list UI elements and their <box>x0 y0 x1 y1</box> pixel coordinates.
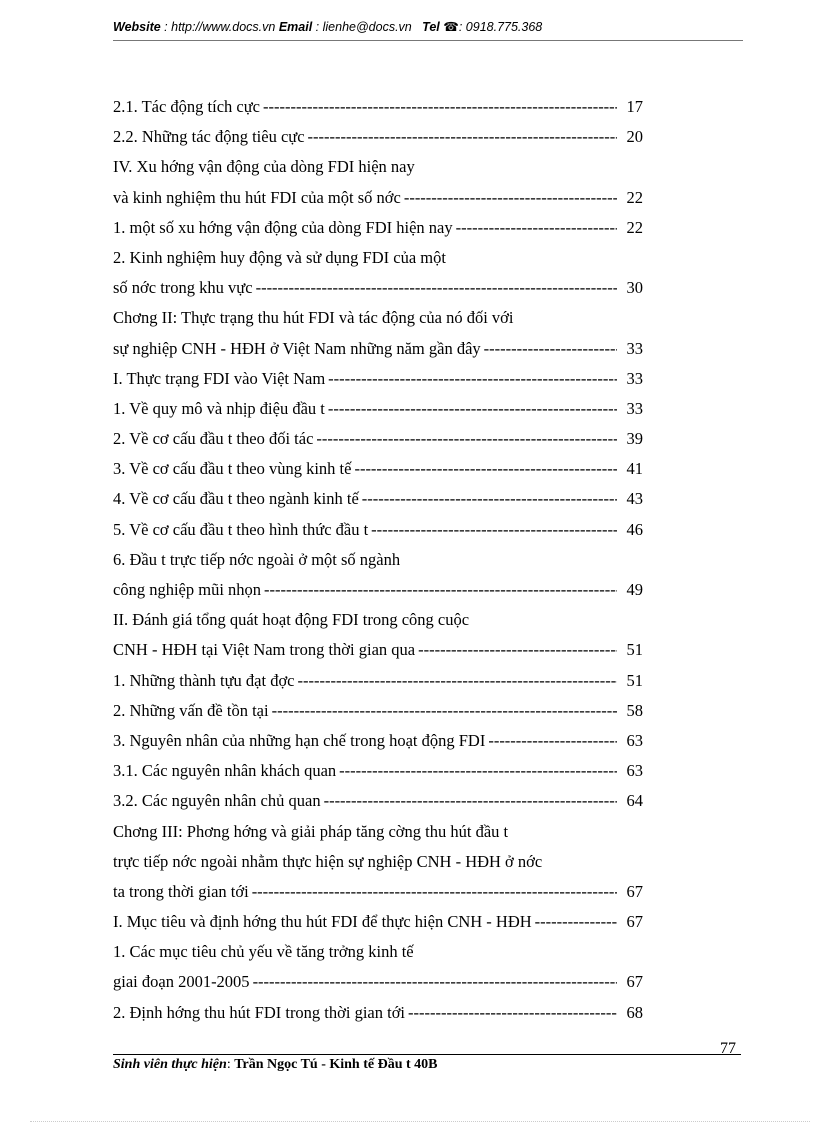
toc-entry-page: 49 <box>626 580 643 599</box>
phone-icon: ☎ <box>443 20 459 34</box>
toc-entry[interactable] <box>113 605 643 635</box>
toc-leader-dashes <box>272 696 617 726</box>
toc-leader-dashes <box>328 364 617 394</box>
toc-entry-title: 1. Về quy mô và nhịp điệu đầu t <box>113 398 325 418</box>
page-header <box>113 19 743 34</box>
author-sep: : <box>226 1057 235 1072</box>
toc-leader-dashes <box>362 484 617 514</box>
toc-entry[interactable] <box>113 424 643 454</box>
toc-entry[interactable] <box>113 273 643 303</box>
toc-entry[interactable] <box>113 303 643 333</box>
toc-entry[interactable] <box>113 183 643 213</box>
toc-entry[interactable] <box>113 394 643 424</box>
toc-entry-page: 51 <box>626 670 643 690</box>
toc-entry-page: 51 <box>626 640 643 660</box>
toc-leader-dashes <box>484 334 617 364</box>
toc-leader-dashes <box>354 454 617 484</box>
toc-entry-page: 67 <box>626 881 643 901</box>
toc-entry[interactable] <box>113 92 643 122</box>
toc-entry[interactable] <box>113 122 643 152</box>
toc-entry-page: 58 <box>626 700 643 720</box>
toc-leader-dashes <box>535 907 617 937</box>
toc-entry-page: 20 <box>626 127 643 147</box>
tel-value: : 0918.775.368 <box>458 20 543 34</box>
tel-label: Tel <box>422 20 440 34</box>
toc-entry-page: 43 <box>626 489 643 509</box>
toc-entry-page: 67 <box>626 912 643 932</box>
toc-entry-title: ta trong thời gian tới <box>113 881 249 901</box>
toc-leader-dashes <box>488 726 617 756</box>
toc-entry-page: 68 <box>626 1002 643 1022</box>
toc-entry[interactable] <box>113 454 643 484</box>
toc-entry-title: 1. một số xu hớng vận động của dòng FDI hiện nay <box>113 217 453 237</box>
toc-entry-title: 3. Nguyên nhân của những hạn chế trong hoạt động FDI <box>113 730 486 750</box>
toc-entry-title: 1. Các mục tiêu chủ yếu về tăng trởng kinh tế <box>113 942 414 962</box>
toc-entry[interactable] <box>113 213 643 243</box>
toc-entry-title: 3.2. Các nguyên nhân chủ quan <box>113 791 321 811</box>
toc-entry[interactable] <box>113 877 643 907</box>
toc-leader-dashes <box>408 998 617 1028</box>
toc-leader-dashes <box>308 122 617 152</box>
toc-entry-title: 1. Những thành tựu đạt đợc <box>113 670 295 690</box>
toc-entry[interactable] <box>113 334 643 364</box>
toc-entry[interactable] <box>113 364 643 394</box>
toc-entry-page: 67 <box>626 972 643 992</box>
toc-entry[interactable] <box>113 756 643 786</box>
toc-entry[interactable] <box>113 967 643 997</box>
toc-entry-title: II. Đánh giá tổng quát hoạt động FDI trong công cuộc <box>113 610 470 630</box>
table-of-contents <box>113 92 643 1028</box>
website-label: Website <box>113 20 161 34</box>
toc-entry[interactable] <box>113 847 643 877</box>
toc-entry[interactable] <box>113 243 643 273</box>
toc-entry-page: 30 <box>626 278 643 298</box>
toc-entry-page: 22 <box>626 187 643 207</box>
toc-leader-dashes <box>404 183 617 213</box>
author-name: Trần Ngọc Tú - Kinh tế Đầu t 40B <box>234 1057 438 1072</box>
toc-entry[interactable] <box>113 696 643 726</box>
toc-entry-title: 3. Về cơ cấu đầu t theo vùng kinh tế <box>113 459 352 479</box>
toc-entry-title: trực tiếp nớc ngoài nhằm thực hiện sự nghiệp CNH - HĐH ở nớc <box>113 851 543 871</box>
email-label: Email <box>278 20 313 34</box>
toc-leader-dashes <box>328 394 617 424</box>
toc-entry-page: 22 <box>626 217 643 237</box>
toc-entry-title: Chơng II: Thực trạng thu hút FDI và tác động của nó đối với <box>113 308 514 328</box>
toc-entry[interactable] <box>113 817 643 847</box>
toc-entry[interactable] <box>113 726 643 756</box>
toc-entry[interactable] <box>113 545 643 575</box>
toc-entry-title: 2. Về cơ cấu đầu t theo đối tác <box>113 429 314 449</box>
page-number: 77 <box>720 1040 736 1057</box>
toc-entry-page: 33 <box>626 398 643 418</box>
toc-entry[interactable] <box>113 484 643 514</box>
toc-entry[interactable] <box>113 786 643 816</box>
toc-entry-title: số nớc trong khu vực <box>113 278 253 298</box>
toc-entry-title: giai đoạn 2001-2005 <box>113 972 250 992</box>
author-label: Sinh viên thực hiện <box>113 1057 227 1072</box>
toc-entry-page: 39 <box>626 429 643 449</box>
toc-entry-page: 46 <box>626 519 643 539</box>
toc-entry-title: 2.2. Những tác động tiêu cực <box>113 127 305 147</box>
toc-entry-title: và kinh nghiệm thu hút FDI của một số nớc <box>113 187 401 207</box>
toc-entry-title: 2. Định hớng thu hút FDI trong thời gian tới <box>113 1002 406 1022</box>
toc-entry-title: 2. Những vấn đề tồn tại <box>113 700 269 720</box>
toc-leader-dashes <box>252 877 617 907</box>
toc-entry[interactable] <box>113 937 643 967</box>
toc-entry-title: IV. Xu hớng vận động của dòng FDI hiện nay <box>113 157 415 177</box>
email-sep: : <box>312 20 323 34</box>
toc-entry-page: 33 <box>626 368 643 388</box>
toc-entry[interactable] <box>113 635 643 665</box>
toc-entry[interactable] <box>113 575 643 605</box>
toc-leader-dashes <box>339 756 617 786</box>
toc-entry-title: 6. Đầu t trực tiếp nớc ngoài ở một số ngành <box>113 549 401 569</box>
toc-entry-title: Chơng III: Phơng hớng và giải pháp tăng cờng thu hút đầu t <box>113 821 509 841</box>
toc-entry-title: 2. Kinh nghiệm huy động và sử dụng FDI của một <box>113 247 446 267</box>
toc-leader-dashes <box>264 575 617 605</box>
toc-entry-title: 4. Về cơ cấu đầu t theo ngành kinh tế <box>113 489 359 509</box>
toc-leader-dashes <box>316 424 617 454</box>
bottom-dotted-border <box>30 1121 810 1122</box>
toc-leader-dashes <box>253 967 617 997</box>
toc-entry-title: 3.1. Các nguyên nhân khách quan <box>113 761 337 781</box>
toc-entry-title: 5. Về cơ cấu đầu t theo hình thức đầu t <box>113 519 369 539</box>
toc-leader-dashes <box>371 515 617 545</box>
toc-entry-title: I. Thực trạng FDI vào Việt Nam <box>113 368 326 388</box>
toc-entry-title: công nghiệp mũi nhọn <box>113 580 262 599</box>
footer-divider <box>113 1054 741 1055</box>
toc-leader-dashes <box>456 213 617 243</box>
toc-entry-page: 33 <box>626 338 643 358</box>
toc-entry[interactable] <box>113 666 643 696</box>
toc-entry-title: sự nghiệp CNH - HĐH ở Việt Nam những năm gần đây <box>113 338 481 358</box>
email-value[interactable]: lienhe@docs.vn <box>322 20 412 34</box>
page-footer <box>113 1057 437 1073</box>
toc-entry-page: 63 <box>626 730 643 750</box>
toc-entry[interactable] <box>113 515 643 545</box>
toc-leader-dashes <box>263 92 617 122</box>
toc-leader-dashes <box>298 666 618 696</box>
toc-leader-dashes <box>418 635 617 665</box>
toc-leader-dashes <box>256 273 617 303</box>
toc-entry-page: 41 <box>626 459 643 479</box>
website-sep: : <box>160 20 172 34</box>
header-divider <box>113 40 743 41</box>
toc-entry-title: CNH - HĐH tại Việt Nam trong thời gian qua <box>113 640 416 660</box>
toc-entry-page: 17 <box>626 97 643 116</box>
website-url[interactable]: http://www.docs.vn <box>171 20 276 34</box>
toc-entry[interactable] <box>113 907 643 937</box>
toc-entry-page: 63 <box>626 761 643 781</box>
toc-entry-page: 64 <box>626 791 643 811</box>
toc-leader-dashes <box>324 786 617 816</box>
toc-entry[interactable] <box>113 152 643 182</box>
toc-entry-title: 2.1. Tác động tích cực <box>113 97 261 116</box>
toc-entry[interactable] <box>113 998 643 1028</box>
toc-entry-title: I. Mục tiêu và định hớng thu hút FDI để thực hiện CNH - HĐH <box>113 912 532 932</box>
